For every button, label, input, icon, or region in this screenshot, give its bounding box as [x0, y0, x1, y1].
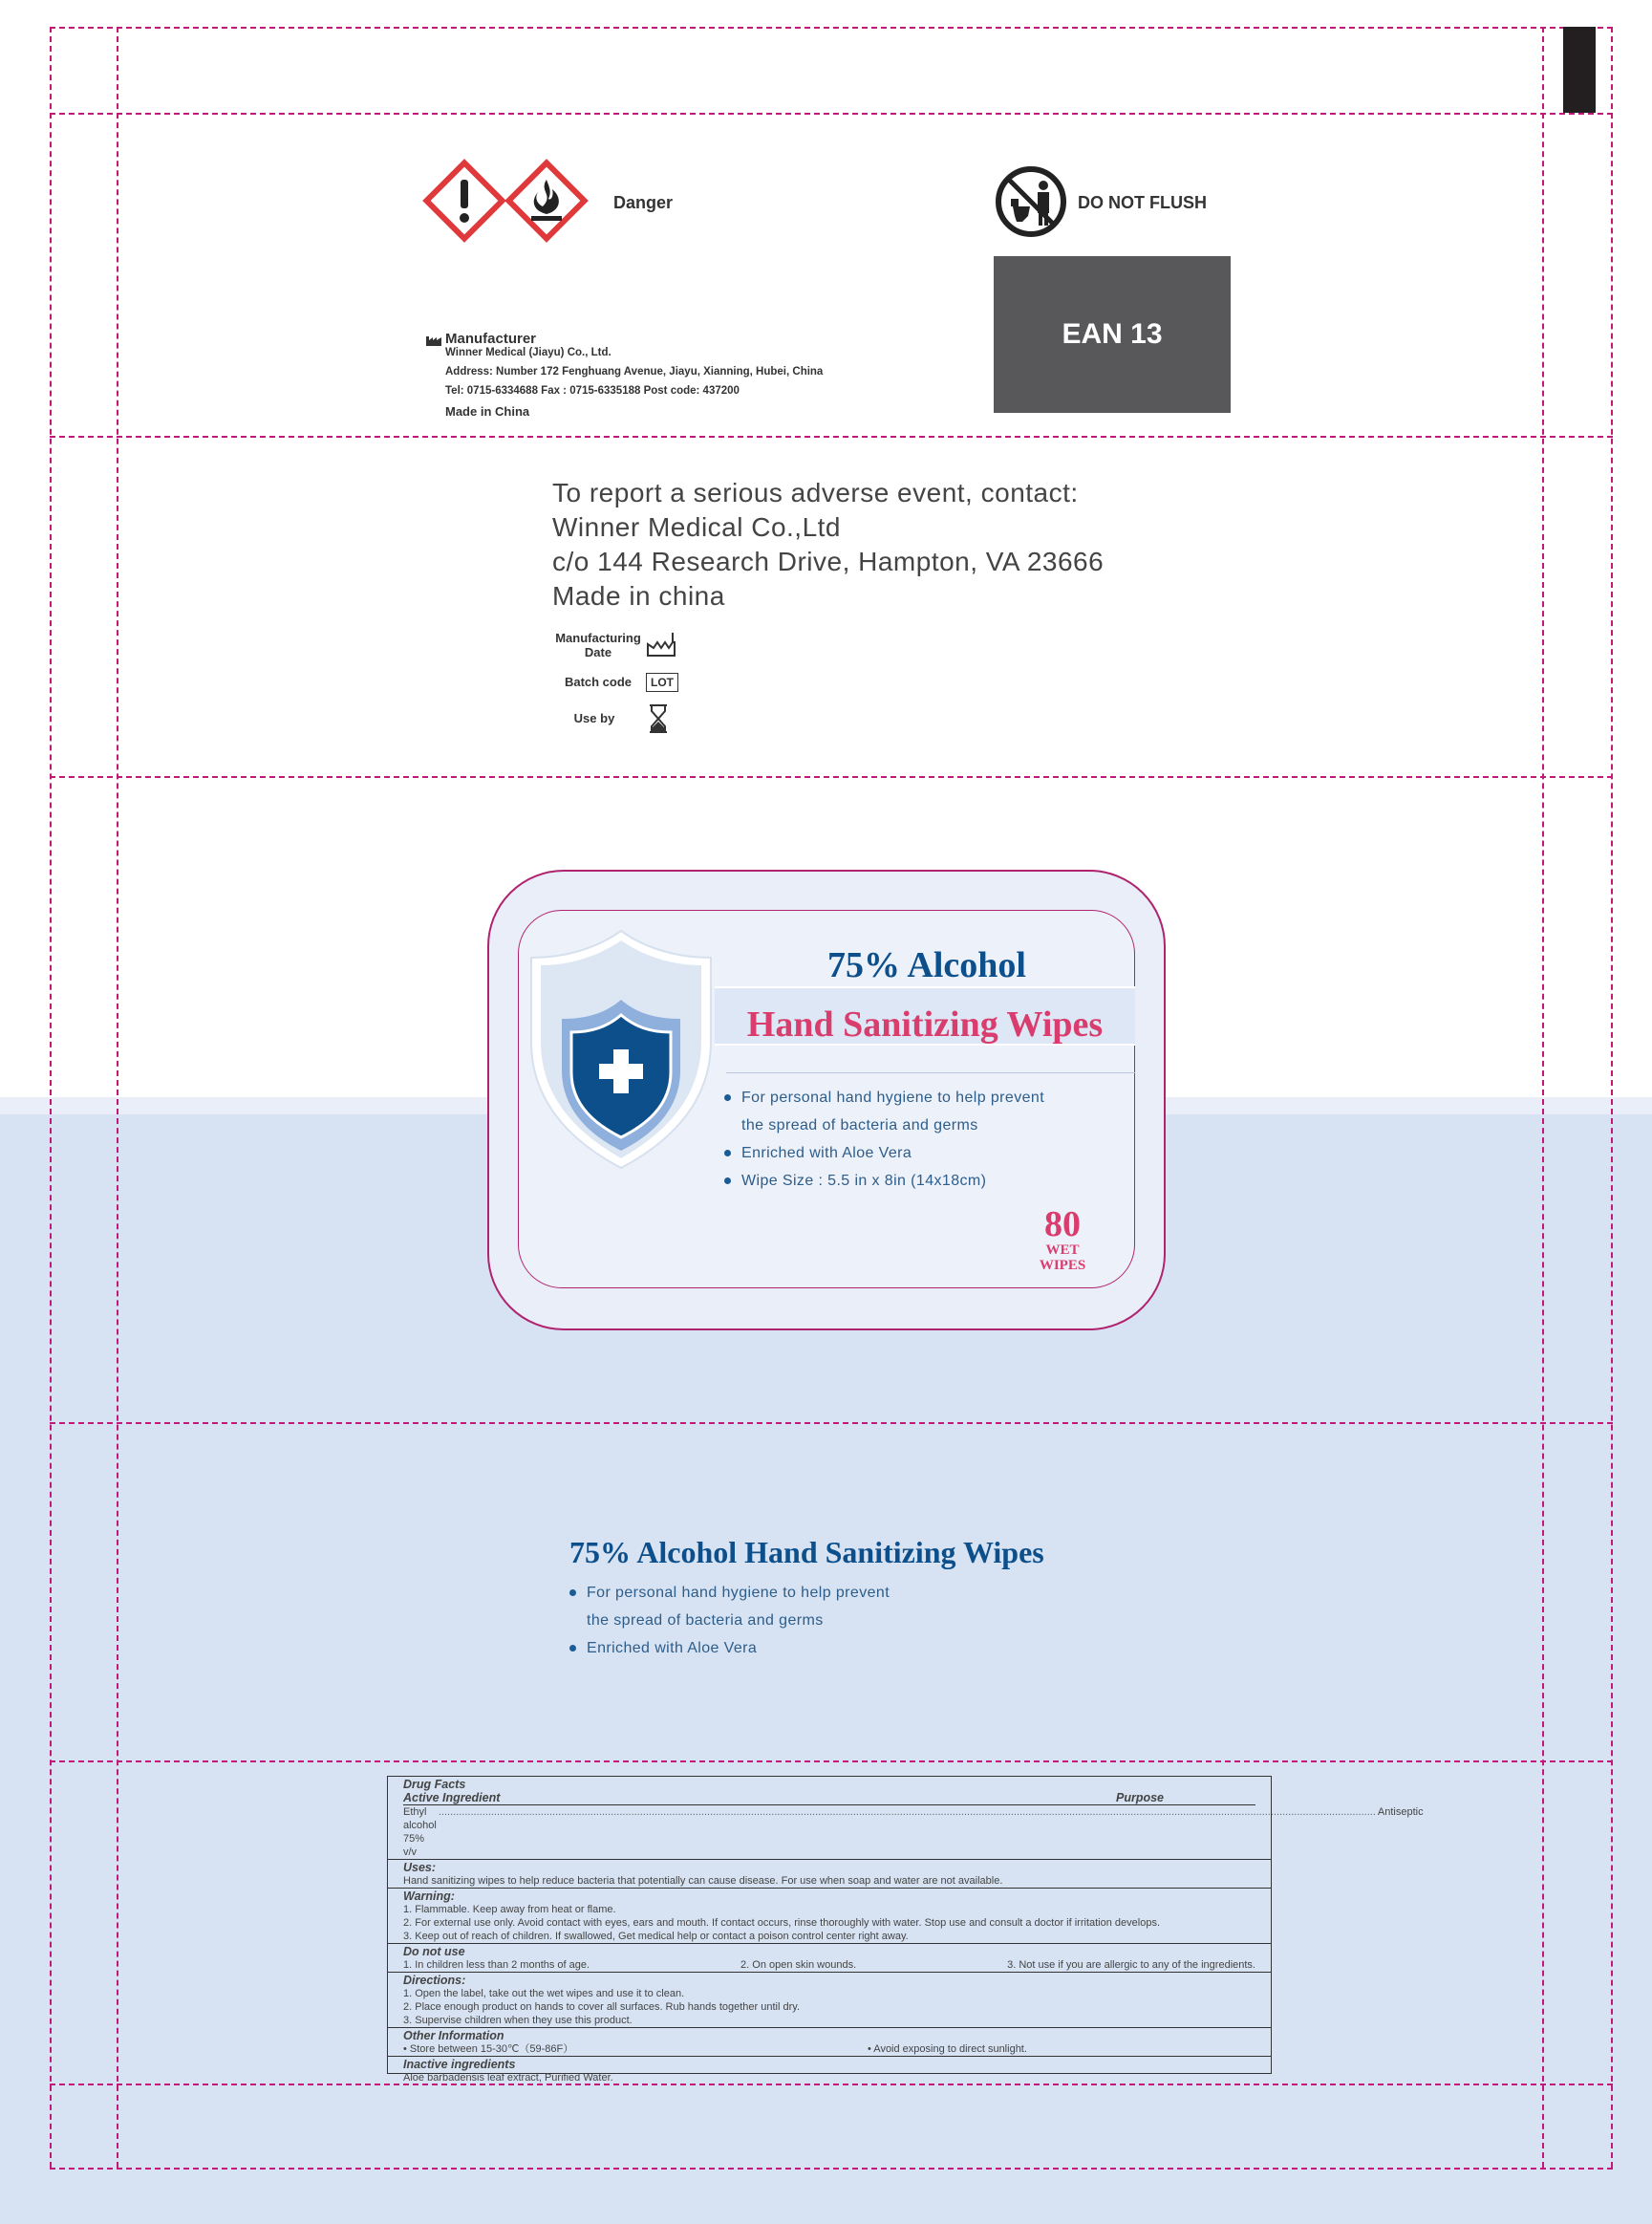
- do-not-use-row: [403, 1958, 1255, 1972]
- back-title: 75% Alcohol Hand Sanitizing Wipes: [569, 1535, 1044, 1569]
- list-item: For personal hand hygiene to help prevent: [722, 1084, 1044, 1112]
- fold-line: [50, 1422, 1613, 1424]
- warning-item: 3. Keep out of reach of children. If swallowed, Get medical help or contact a poison control center right away.: [403, 1931, 909, 1942]
- adverse-event-report: [552, 476, 1104, 614]
- wipe-count-unit-2: WIPES: [1039, 1258, 1086, 1273]
- manufacturer-heading: Manufacturer: [445, 331, 537, 347]
- inactive-heading: Inactive ingredients: [403, 2058, 516, 2071]
- active-ingredient-header-row: [403, 1791, 1255, 1805]
- wipe-count: [1024, 1206, 1101, 1273]
- cut-line: [50, 27, 1613, 29]
- list-item: the spread of bacteria and germs: [587, 1612, 824, 1629]
- exclamation-hazard-icon: [426, 162, 502, 238]
- active-ingredient-heading: Active Ingredient: [403, 1791, 501, 1804]
- seal-line: [1542, 27, 1544, 2168]
- warning-item: 1. Flammable. Keep away from heat or flame.: [403, 1904, 616, 1915]
- hourglass-icon: [648, 703, 669, 734]
- leader-dots: .................................................................................................................................................................................................................................................................................................................................: [438, 1806, 1376, 1818]
- manufacturing-date-label: [548, 631, 648, 659]
- fold-line: [50, 436, 1613, 438]
- front-feature-list: [722, 1084, 1044, 1195]
- directions-item: 3. Supervise children when they use this product.: [403, 2015, 633, 2026]
- drug-facts-header: [388, 1777, 1424, 1859]
- shield-cross-icon: [527, 927, 715, 1172]
- manufacturer-address: Address: Number 172 Fenghuang Avenue, Jiayu, Xianning, Hubei, China: [445, 366, 824, 378]
- cut-line: [50, 27, 52, 2168]
- warning-heading: Warning:: [403, 1889, 455, 1903]
- do-not-use-item: 3. Not use if you are allergic to any of the ingredients.: [1007, 1959, 1255, 1971]
- uses-text: Hand sanitizing wipes to help reduce bacteria that potentially can cause disease. For use when soap and water are not available.: [403, 1875, 1003, 1887]
- manufacturer-company: Winner Medical (Jiayu) Co., Ltd.: [445, 347, 611, 358]
- warning-section: [388, 1888, 1271, 1943]
- directions-item: 2. Place enough product on hands to cover all surfaces. Rub hands together until dry.: [403, 2001, 800, 2013]
- wipe-count-number: 80: [1044, 1204, 1081, 1244]
- report-line: Winner Medical Co.,Ltd: [552, 512, 842, 542]
- hazard-pictograms: [424, 161, 589, 241]
- drug-facts-panel: [387, 1776, 1424, 2084]
- uses-section: [388, 1859, 1271, 1888]
- manufacturer-block: [426, 331, 823, 421]
- seal-line: [117, 27, 118, 2168]
- directions-item: 1. Open the label, take out the wet wipes and use it to clean.: [403, 1988, 685, 1999]
- warning-item: 2. For external use only. Avoid contact with eyes, ears and mouth. If contact occurs, rinse thoroughly with water. Stop use and consult a doctor if irritation develops.: [403, 1917, 1161, 1929]
- manufacturer-origin: Made in China: [445, 404, 530, 419]
- front-title-line1: 75% Alcohol: [827, 945, 1026, 985]
- do-not-use-item: 1. In children less than 2 months of age.: [403, 1959, 590, 1971]
- do-not-use-section: [388, 1943, 1271, 1972]
- report-line: Made in china: [552, 581, 725, 611]
- cut-line: [50, 2168, 1613, 2170]
- other-info-section: [388, 2027, 1271, 2056]
- do-not-flush-label: DO NOT FLUSH: [1078, 193, 1207, 212]
- report-line: To report a serious adverse event, contact:: [552, 478, 1079, 507]
- list-item: the spread of bacteria and germs: [741, 1117, 978, 1134]
- directions-heading: Directions:: [403, 1974, 466, 1987]
- report-line: c/o 144 Research Drive, Hampton, VA 23666: [552, 547, 1105, 576]
- manufacturing-date-label-line1: Manufacturing: [555, 631, 641, 645]
- other-info-heading: Other Information: [403, 2029, 504, 2042]
- inactive-text: Aloe barbadensis leaf extract, Purified Water.: [403, 2072, 613, 2084]
- use-by-label: Use by: [573, 711, 615, 725]
- wipe-count-unit-1: WET: [1045, 1242, 1080, 1258]
- registration-mark: [1563, 27, 1596, 113]
- fold-line: [50, 776, 1613, 778]
- manufacturing-date-icon: [646, 631, 676, 658]
- drug-facts-heading: Drug Facts: [403, 1778, 466, 1791]
- front-title-line2: Hand Sanitizing Wipes: [746, 1004, 1104, 1045]
- directions-section: [388, 1972, 1271, 2027]
- inactive-section: [388, 2056, 1271, 2084]
- do-not-flush-icon: [994, 164, 1068, 239]
- barcode-placeholder: EAN 13: [994, 256, 1231, 413]
- front-divider: [726, 1072, 1135, 1073]
- factory-icon: [426, 335, 441, 346]
- fold-line: [50, 113, 1613, 115]
- other-info-item: • Store between 15-30℃（59-86F）: [403, 2043, 574, 2055]
- list-item: Enriched with Aloe Vera: [568, 1634, 890, 1662]
- active-ingredient-row: [403, 1805, 1424, 1859]
- danger-label: Danger: [613, 193, 674, 212]
- purpose: Antiseptic: [1377, 1806, 1424, 1818]
- do-not-use-heading: Do not use: [403, 1945, 465, 1958]
- lot-icon: LOT: [646, 673, 678, 692]
- fold-line: [50, 1760, 1613, 1762]
- active-ingredient: Ethyl alcohol 75% v/v: [403, 1806, 437, 1858]
- manufacturing-date-label-line2: Date: [584, 645, 612, 659]
- manufacturer-contact: Tel: 0715-6334688 Fax : 0715-6335188 Post code: 437200: [445, 385, 740, 397]
- batch-code-label: Batch code: [564, 675, 633, 689]
- list-item: For personal hand hygiene to help prevent: [568, 1579, 890, 1607]
- other-info-row: [403, 2042, 1255, 2056]
- other-info-item: • Avoid exposing to direct sunlight.: [868, 2043, 1027, 2055]
- list-item: Wipe Size : 5.5 in x 8in (14x18cm): [722, 1167, 1044, 1195]
- do-not-use-item: 2. On open skin wounds.: [740, 1959, 857, 1971]
- uses-heading: Uses:: [403, 1861, 437, 1874]
- cut-line: [1611, 27, 1613, 2168]
- back-feature-list: [568, 1579, 890, 1662]
- list-item: Enriched with Aloe Vera: [722, 1139, 1044, 1167]
- flame-hazard-icon: [508, 162, 584, 238]
- purpose-heading: Purpose: [1115, 1791, 1164, 1804]
